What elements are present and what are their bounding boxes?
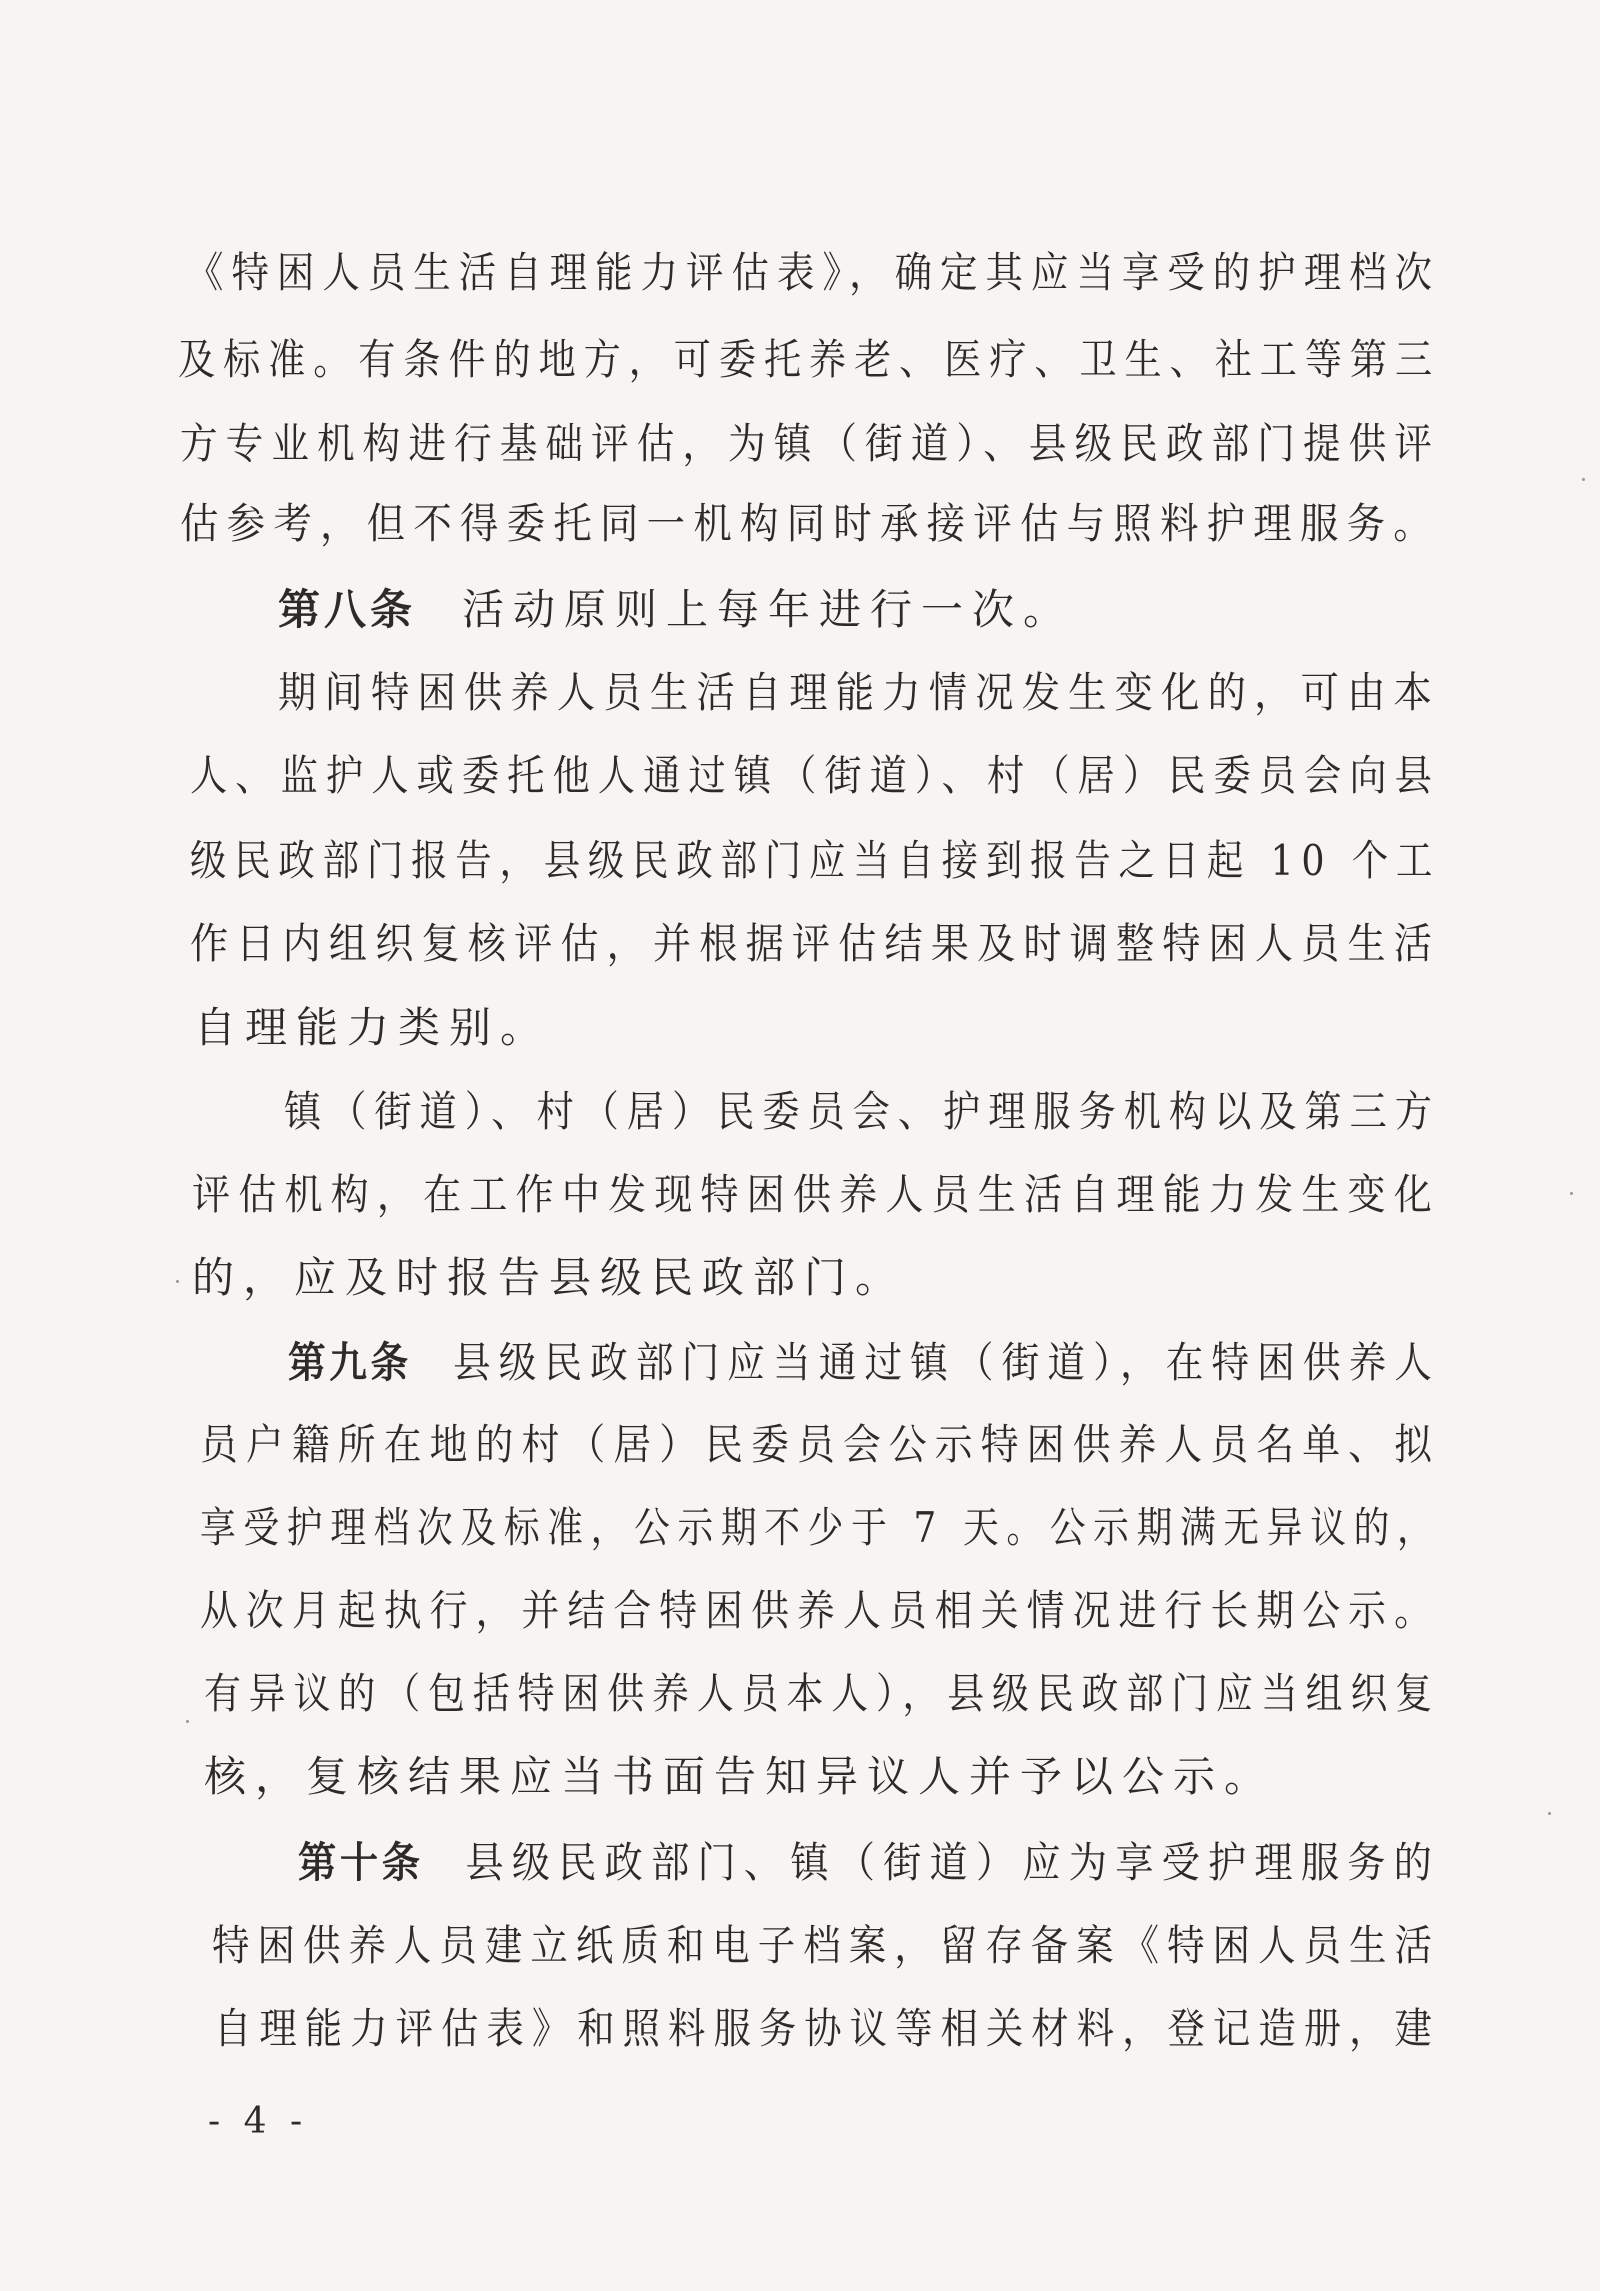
text-line: 估参考，但不得委托同一机构同时承接评估与照料护理服务。 xyxy=(180,499,1440,548)
article-10-heading: 第十条 xyxy=(298,1838,424,1887)
text-line: 作日内组织复核评估，并根据评估结果及时调整特困人员生活 xyxy=(190,919,1441,968)
text-line: 人、监护人或委托他人通过镇（街道）、村（居）民委员会向县 xyxy=(190,751,1440,800)
text-line: 级民政部门报告，县级民政部门应当自接到报告之日起 10 个工 xyxy=(190,836,1441,885)
text-line: 镇（街道）、村（居）民委员会、护理服务机构以及第三方 xyxy=(284,1087,1440,1136)
scan-speck xyxy=(176,1280,179,1283)
article-9-paragraph xyxy=(288,1338,1440,1388)
article-9-text: 县级民政部门应当通过镇（街道），在特困供养人 xyxy=(452,1338,1441,1387)
text-line: 自理能力类别。 xyxy=(194,1003,552,1052)
text-line: 从次月起执行，并结合特困供养人员相关情况进行长期公示。 xyxy=(200,1586,1441,1635)
article-8-paragraph xyxy=(278,585,1074,635)
article-10-text: 县级民政部门、镇（街道）应为享受护理服务的 xyxy=(465,1838,1441,1887)
scan-speck xyxy=(1570,1192,1573,1195)
text-line: 自理能力评估表》和照料服务协议等相关材料，登记造册，建 xyxy=(214,2004,1440,2053)
scan-speck xyxy=(1582,478,1585,481)
text-line: 享受护理档次及标准，公示期不少于 7 天。公示期满无异议的， xyxy=(200,1503,1441,1552)
text-line: 的，应及时报告县级民政部门。 xyxy=(192,1253,907,1302)
article-8-heading: 第八条 xyxy=(278,585,417,634)
article-10-paragraph xyxy=(298,1838,1440,1888)
text-line: 员户籍所在地的村（居）民委员会公示特困供养人员名单、拟 xyxy=(200,1420,1441,1469)
text-line: 有异议的（包括特困供养人员本人），县级民政部门应当组织复 xyxy=(204,1669,1441,1718)
page-number: - 4 - xyxy=(208,2101,309,2142)
article-8-text: 活动原则上每年进行一次。 xyxy=(462,585,1075,634)
text-line: 期间特困供养人员生活自理能力情况发生变化的，可由本 xyxy=(278,668,1441,717)
text-line: 特困供养人员建立纸质和电子档案，留存备案《特困人员生活 xyxy=(212,1921,1441,1970)
text-line: 方专业机构进行基础评估，为镇（街道）、县级民政部门提供评 xyxy=(180,419,1440,468)
text-line: 评估机构，在工作中发现特困供养人员生活自理能力发生变化 xyxy=(192,1170,1440,1219)
text-line: 及标准。有条件的地方，可委托养老、医疗、卫生、社工等第三 xyxy=(178,335,1441,384)
scan-speck xyxy=(1548,1812,1551,1815)
text-line: 核，复核结果应当书面告知异议人并予以公示。 xyxy=(204,1752,1276,1801)
article-9-heading: 第九条 xyxy=(288,1338,412,1387)
text-line: 《特困人员生活自理能力评估表》，确定其应当享受的护理档次 xyxy=(186,248,1441,297)
scan-speck xyxy=(186,1720,189,1723)
